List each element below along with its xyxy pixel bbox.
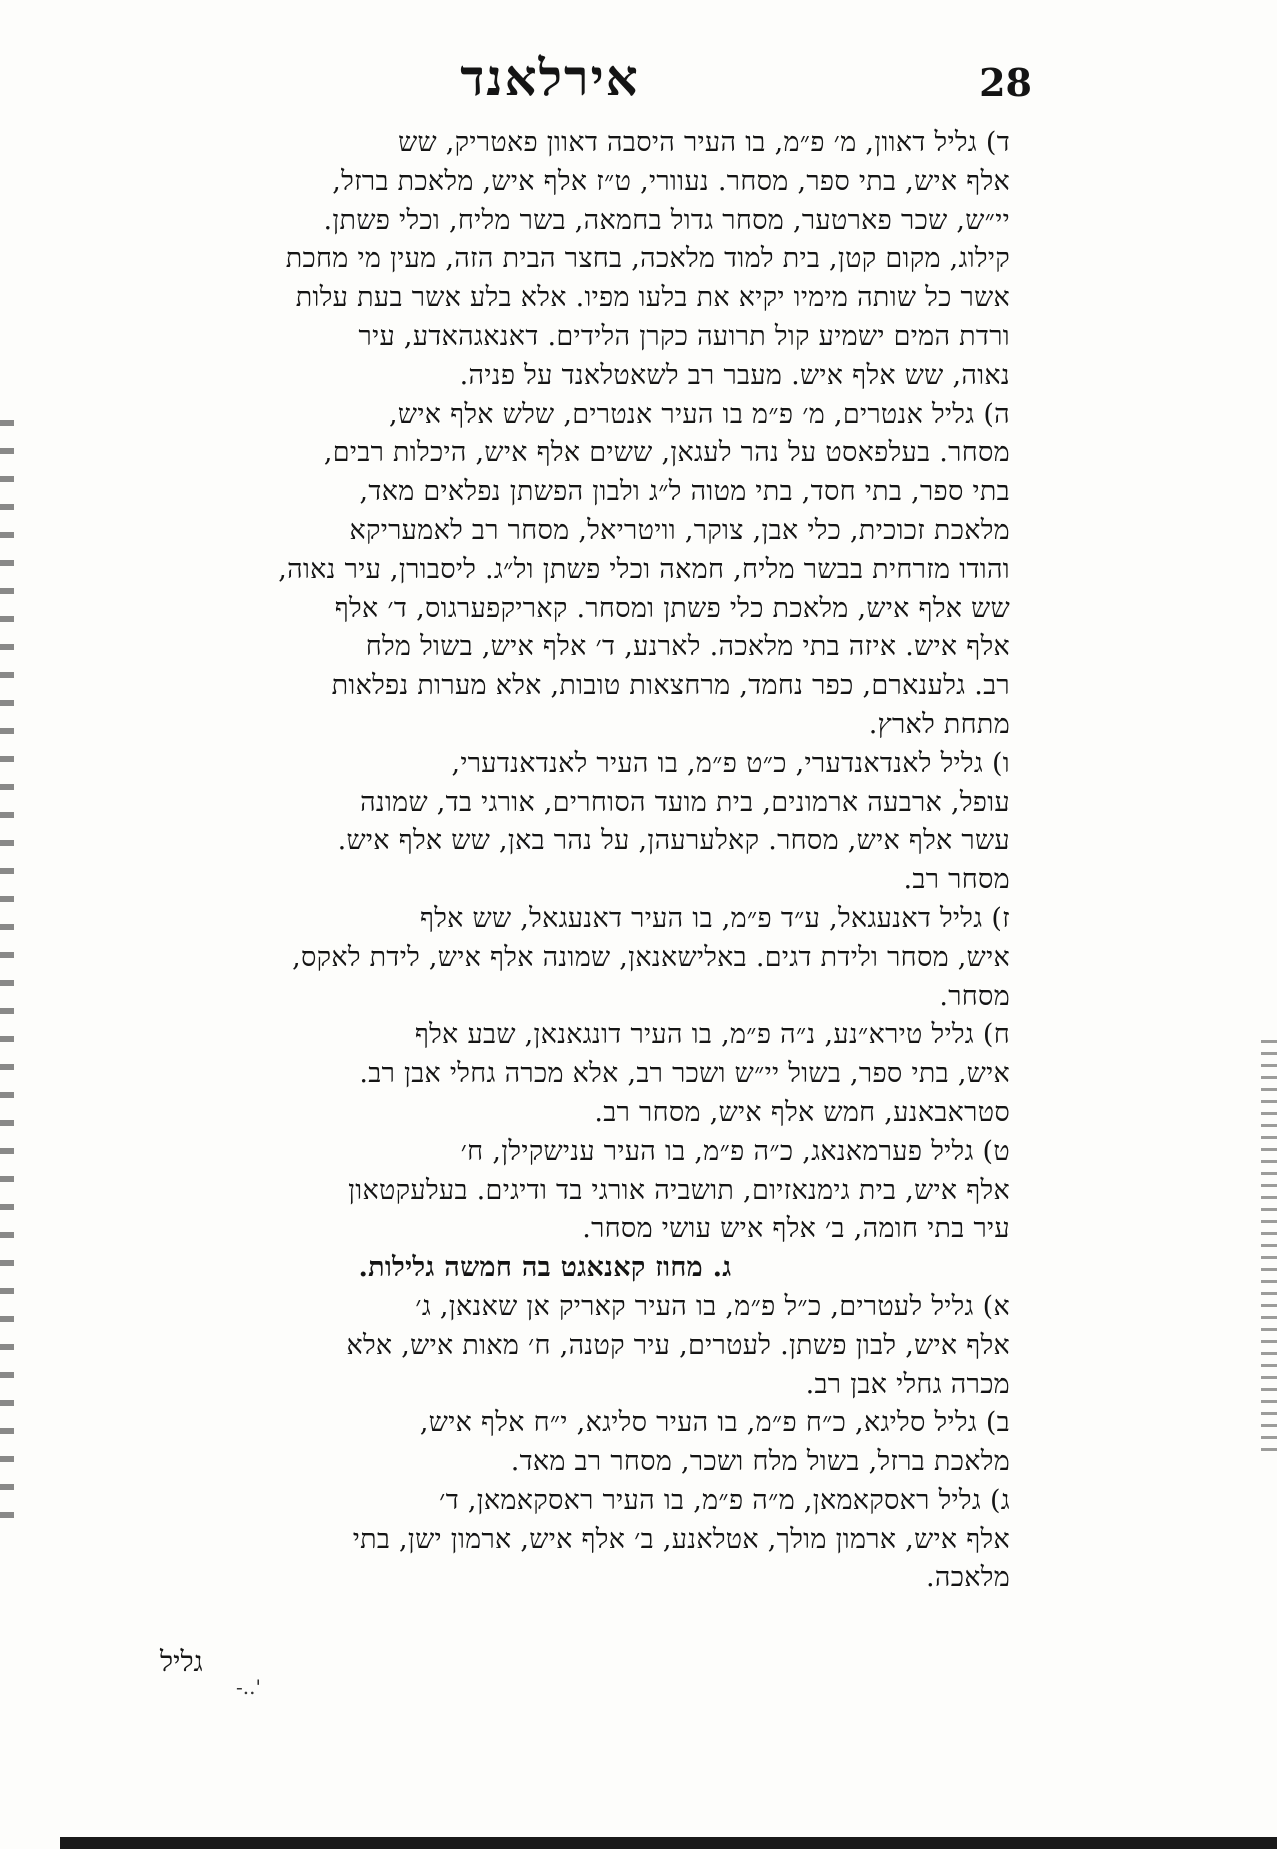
page-title: אירלאנד: [460, 48, 640, 107]
text-line: ו) גליל לאנדאנדערי, כ״ט פ״מ, בו העיר לאנדאנדערי,: [451, 747, 1010, 779]
text-line: עיר בתי חומה, ב׳ אלף איש עושי מסחר.: [582, 1213, 1010, 1245]
text-line: איש, בתי ספר, בשול יי״ש ושכר רב, אלא מכרה גחלי אבן רב.: [359, 1058, 1010, 1090]
text-line: ד) גליל דאוון, מ׳ פ״מ, בו העיר היסבה דאוון פאטריק, שש: [398, 127, 1010, 158]
text-line: איש, מסחר ולידת דגים. באלישאנאן, שמונה אלף איש, לידת לאקס,: [292, 941, 1010, 973]
text-line: אלף איש, לבון פשתן. לעטרים, עיר קטנה, ח׳ מאות איש, אלא: [346, 1329, 1010, 1361]
catchword-mark: -..': [236, 1675, 261, 1699]
text-line: יי״ש, שכר פארטער, מסחר גדול בחמאה, בשר מליח, וכלי פשתן.: [323, 204, 1010, 236]
text-line: ג) גליל ראסקאמאן, מ״ה פ״מ, בו העיר ראסקאמאן, ד׳: [439, 1484, 1010, 1516]
text-line: סטראבאנע, חמש אלף איש, מסחר רב.: [594, 1096, 1010, 1128]
text-line: בתי ספר, בתי חסד, בתי מטוה ל״ג ולבון הפשתן נפלאים מאד,: [359, 476, 1010, 508]
text-line: קילוג, מקום קטן, בית למוד מלאכה, בחצר הבית הזה, מעין מי מחכת: [285, 243, 1010, 275]
text-line: אלף איש, ארמון מולך, אטלאנע, ב׳ אלף איש, ארמון ישן, בתי: [352, 1523, 1010, 1555]
text-line: ה) גליל אנטרים, מ׳ פ״מ בו העיר אנטרים, שלש אלף איש,: [389, 398, 1010, 430]
text-line: ב) גליל סליגא, כ״ח פ״מ, בו העיר סליגא, י״ח אלף איש,: [419, 1407, 1010, 1439]
text-line: מלאכה.: [926, 1562, 1010, 1594]
text-line: ורדת המים ישמיע קול תרועה כקרן הלידים. דאנאגהאדע, עיר: [358, 320, 1010, 352]
text-line: מלאכת ברזל, בשול מלח ושכר, מסחר רב מאד.: [510, 1446, 1010, 1478]
page-header: [80, 48, 1032, 118]
catchword: גליל: [160, 1645, 203, 1678]
text-line: מסחר. בעלפאסט על נהר לעגאן, ששים אלף איש, היכלות רבים,: [323, 437, 1010, 469]
text-line: מסחר.: [939, 980, 1010, 1012]
scan-edge-left: [0, 420, 14, 1520]
text-line: אלף איש, בתי ספר, מסחר. נעוורי, ט״ז אלף איש, מלאכת ברזל,: [332, 165, 1010, 197]
scan-bottom-edge: [60, 1837, 1277, 1849]
section-heading: ג. מחוז קאנאגט בה חמשה גלילות.: [358, 1252, 732, 1284]
text-line: רב. גלענארם, כפר נחמד, מרחצאות טובות, אלא מערות נפלאות: [331, 670, 1010, 702]
text-line: ח) גליל טירא״נע, נ״ה פ״מ, בו העיר דונגאנאן, שבע אלף: [414, 1019, 1010, 1051]
text-line: עופל, ארבעה ארמונים, בית מועד הסוחרים, אורגי בד, שמונה: [360, 786, 1010, 818]
text-line: ט) גליל פערמאנאג, כ״ה פ״מ, בו העיר ענישקילן, ח׳: [460, 1135, 1010, 1167]
text-line: והודו מזרחית בבשר מליח, חמאה וכלי פשתן ול״ג. ליסבורן, עיר נאוה,: [278, 553, 1010, 585]
text-line: ז) גליל דאנעגאל, ע״ד פ״מ, בו העיר דאנעגאל, שש אלף: [419, 902, 1010, 934]
scan-edge-right: [1261, 1040, 1277, 1460]
text-line: מסחר רב.: [903, 864, 1010, 896]
text-line: אלף איש. איזה בתי מלאכה. לארנע, ד׳ אלף איש, בשול מלח: [365, 631, 1010, 663]
text-line: אלף איש, בית גימנאזיום, תושביה אורגי בד ודיגים. בעלעקטאון: [348, 1174, 1010, 1206]
text-line: מתחת לארץ.: [868, 708, 1010, 740]
text-line: א) גליל לעטרים, כ״ל פ״מ, בו העיר קאריק אן שאנאן, ג׳: [415, 1290, 1010, 1322]
text-line: נאוה, שש אלף איש. מעבר רב לשאטלאנד על פניה.: [459, 359, 1010, 391]
body-text: [80, 124, 1010, 1684]
text-line: שש אלף איש, מלאכת כלי פשתן ומסחר. קאריקפערגוס, ד׳ אלף: [334, 592, 1010, 624]
text-line: אשר כל שותה מימיו יקיא את בלעו מפיו. אלא בלע אשר בעת עלות: [295, 282, 1010, 314]
text-line: עשר אלף איש, מסחר. קאלערעהן, על נהר באן, שש אלף איש.: [337, 825, 1010, 857]
text-line: מכרה גחלי אבן רב.: [805, 1368, 1010, 1400]
text-line: מלאכת זכוכית, כלי אבן, צוקר, וויטריאל, מסחר רב לאמעריקא: [349, 514, 1010, 546]
page-number: 28: [979, 60, 1032, 105]
